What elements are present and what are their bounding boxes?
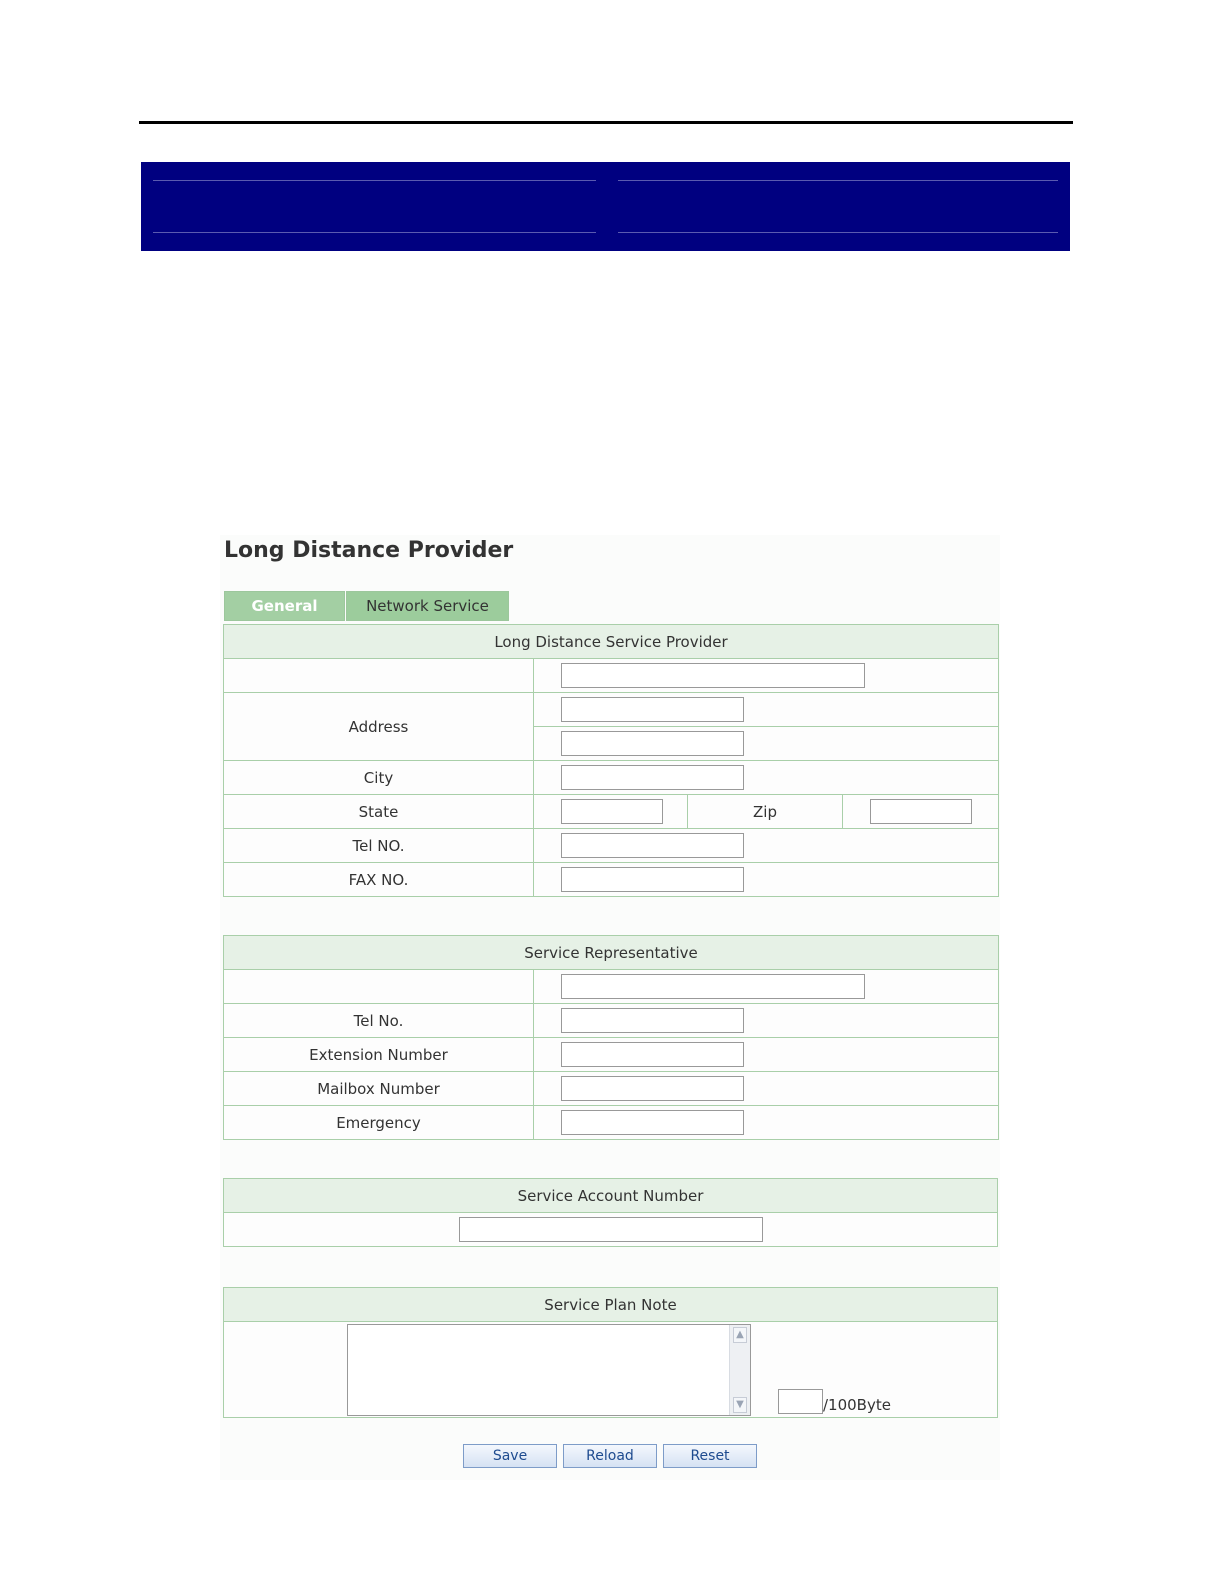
address-line1-input[interactable] [561,697,744,722]
byte-counter [778,1389,891,1414]
header-banner [141,162,1070,251]
account-table [223,1178,998,1247]
plan-note-textarea[interactable] [347,1324,751,1416]
emergency-input[interactable] [561,1110,744,1135]
state-label: State [224,795,534,829]
fax-input[interactable] [561,867,744,892]
byte-count-input[interactable] [778,1389,823,1414]
city-input[interactable] [561,765,744,790]
emergency-label: Emergency [224,1106,534,1140]
mailbox-label: Mailbox Number [224,1072,534,1106]
plan-note-section-header: Service Plan Note [224,1288,998,1322]
representative-table [223,935,999,1140]
tel-label: Tel NO. [224,829,534,863]
top-divider [139,121,1073,124]
plan-note-table [223,1287,998,1418]
provider-section-header: Long Distance Service Provider [224,625,999,659]
chevron-up-icon[interactable]: ▲ [733,1327,747,1343]
rep-name-label [224,970,534,1004]
fax-label: FAX NO. [224,863,534,897]
save-button[interactable]: Save [463,1444,557,1468]
state-input[interactable] [561,799,663,824]
account-section-header: Service Account Number [224,1179,998,1213]
rep-name-input[interactable] [561,974,865,999]
tab-network-service[interactable]: Network Service [346,591,509,621]
tab-bar [224,591,509,621]
rep-tel-input[interactable] [561,1008,744,1033]
provider-name-input[interactable] [561,663,865,688]
extension-input[interactable] [561,1042,744,1067]
chevron-down-icon[interactable]: ▼ [733,1397,747,1413]
reload-button[interactable]: Reload [563,1444,657,1468]
action-buttons [463,1444,757,1468]
provider-table [223,624,999,897]
byte-limit-text: /100Byte [823,1396,891,1414]
account-number-input[interactable] [459,1217,763,1242]
rep-tel-label: Tel No. [224,1004,534,1038]
address-label: Address [224,693,534,761]
zip-input[interactable] [870,799,972,824]
address-line2-input[interactable] [561,731,744,756]
city-label: City [224,761,534,795]
provider-name-label [224,659,534,693]
page-title: Long Distance Provider [224,538,514,563]
mailbox-input[interactable] [561,1076,744,1101]
textarea-scrollbar[interactable] [729,1325,750,1415]
tel-input[interactable] [561,833,744,858]
extension-label: Extension Number [224,1038,534,1072]
reset-button[interactable]: Reset [663,1444,757,1468]
zip-label: Zip [688,795,843,829]
tab-general[interactable]: General [224,591,345,621]
representative-section-header: Service Representative [224,936,999,970]
